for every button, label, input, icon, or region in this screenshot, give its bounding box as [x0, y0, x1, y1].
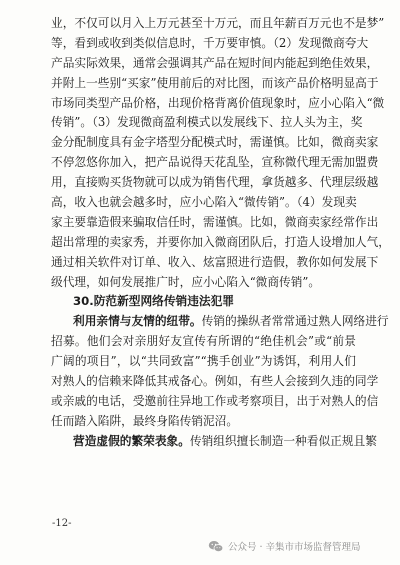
paragraph-text: 传销的操纵者常常通过熟人网络进行	[201, 314, 389, 329]
body-line: 金分配制度具有金字塔型分配模式时，需谨慎。比如，微商卖家	[51, 135, 379, 150]
body-line: 家主要靠造假来骗取信任时，需谨慎。比如，微商卖家经常作出	[51, 214, 379, 229]
watermark	[208, 539, 361, 553]
body-line: 级代理，如何发展推广时，应小心陷入“微商传销”。	[51, 274, 321, 289]
body-line: 市场同类型产品价格，出现价格背离价值现象时，应小心陷入“微	[51, 95, 385, 110]
paragraph-lead: 营造虚假的繁荣表象。	[73, 433, 190, 448]
body-line: 高，收入也就会越多时，应小心陷入“微传销”。（4）发现卖	[51, 195, 357, 210]
body-line: 或亲戚的电话，受邀前往异地工作或考察项目，出于对熟人的信	[51, 393, 379, 408]
body-line: 用，直接购买货物就可以成为销售代理，拿货越多、代理层级越	[51, 175, 379, 190]
paragraph-first-line	[51, 312, 389, 332]
section-heading: 30.防范新型网络传销违法犯罪	[73, 294, 234, 309]
body-line: 通过相关软件对订单、收入、炫富照进行造假，教你如何发展下	[51, 254, 379, 269]
document-body	[51, 14, 390, 452]
paragraph-text: 传销组织擅长制造一种看似正规且繁	[189, 433, 377, 448]
body-line: 广阔的项目”，以“共同致富”“携手创业”为诱饵，利用人们	[51, 354, 356, 369]
body-line: 传销”。（3）发现微商盈利模式以发展线下、拉人头为主，奖	[51, 115, 363, 130]
watermark-text: 公众号 · 辛集市市场监督管理局	[228, 542, 361, 553]
wechat-icon	[208, 540, 224, 553]
body-line: 对熟人的信赖来降低其戒备心。例如，有些人会接到久违的同学	[51, 374, 379, 389]
body-line: 业，不仅可以月入上万元甚至十万元，而且年薪百万元也不是梦”	[51, 16, 385, 30]
body-line: 并附上一些别“买家”使用前后的对比图，而该产品价格明显高于	[51, 75, 379, 90]
paragraph-first-line	[51, 432, 377, 452]
body-line: 招募。他们会对亲朋好友宣传有所谓的“绝佳机会”或“前景	[51, 334, 356, 349]
body-line: 产品实际效果，通常会强调其产品在短时间内能起到绝佳效果，	[51, 55, 379, 70]
body-line: 超出常理的卖家秀，并要你加入微商团队后，打造人设增加人气，	[51, 234, 390, 249]
body-line: 不停忽悠你加入，把产品说得天花乱坠，宣称微代理无需加盟费	[51, 155, 379, 170]
body-line: 等，看到或收到类似信息时，千万要审慎。（2）发现微商夸大	[51, 35, 369, 50]
page-number: -12-	[52, 518, 72, 529]
paragraph-lead: 利用亲情与友情的纽带。	[73, 314, 202, 329]
body-line: 任而踏入陷阱，最终身陷传销泥沼。	[51, 413, 239, 428]
